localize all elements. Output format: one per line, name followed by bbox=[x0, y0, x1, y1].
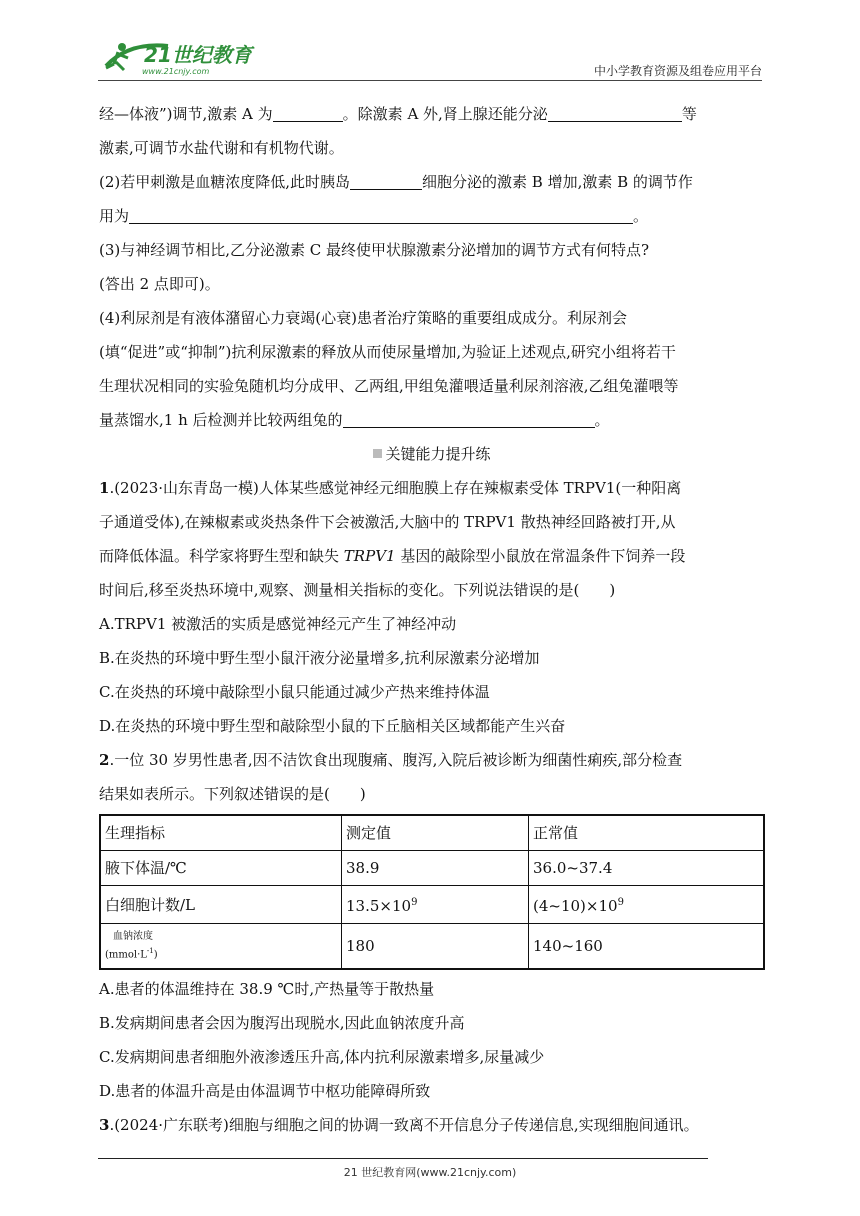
option-c[interactable]: C.发病期间患者细胞外液渗透压升高,体内抗利尿激素增多,尿量减少 bbox=[99, 1048, 545, 1066]
option-b[interactable]: B.在炎热的环境中野生型小鼠汗液分泌量增多,抗利尿激素分泌增加 bbox=[99, 649, 540, 667]
table-header-row bbox=[100, 815, 764, 851]
question-3-line: 3.(2024·广东联考)细胞与细胞之间的协调一致离不开信息分子传递信息,实现细胞间通讯。 bbox=[99, 1116, 699, 1134]
text-line: 量蒸馏水,1 h 后检测并比较两组兔的 。 bbox=[99, 403, 765, 437]
text-line: (4)利尿剂是有液体潴留心力衰竭(心衰)患者治疗策略的重要组成成分。利尿剂会 bbox=[99, 309, 627, 327]
text-line: (3)与神经调节相比,乙分泌激素 C 最终使甲状腺激素分泌增加的调节方式有何特点? bbox=[99, 241, 650, 259]
option-b[interactable]: B.发病期间患者会因为腹泻出现脱水,因此血钠浓度升高 bbox=[99, 1014, 465, 1032]
table-cell: 腋下体温/℃ bbox=[100, 851, 342, 886]
page-header bbox=[98, 36, 762, 82]
answer-blank[interactable] bbox=[350, 169, 422, 190]
table-cell: 38.9 bbox=[342, 851, 529, 886]
table-cell: 140~160 bbox=[529, 924, 765, 970]
question-1-line: 时间后,移至炎热环境中,观察、测量相关指标的变化。下列说法错误的是( ) bbox=[99, 581, 616, 599]
footer-divider bbox=[98, 1158, 708, 1159]
document-body bbox=[99, 97, 765, 1142]
option-a[interactable]: A.TRPV1 被激活的实质是感觉神经元产生了神经冲动 bbox=[99, 615, 457, 633]
answer-blank[interactable] bbox=[548, 101, 682, 122]
table-cell: 36.0~37.4 bbox=[529, 851, 765, 886]
page-footer: 21 世纪教育网(www.21cnjy.com) bbox=[343, 1166, 517, 1179]
question-2-line: 2.一位 30 岁男性患者,因不洁饮食出现腹痛、腹泻,入院后被诊断为细菌性痢疾,部分检查 bbox=[99, 751, 683, 769]
text-line: (填“促进”或“抑制”)抗利尿激素的释放从而使尿量增加,为验证上述观点,研究小组将若干 bbox=[99, 343, 676, 361]
option-c[interactable]: C.在炎热的环境中敲除型小鼠只能通过减少产热来维持体温 bbox=[99, 683, 490, 701]
table-row bbox=[100, 886, 764, 924]
question-1-line: 而降低体温。科学家将野生型和缺失 TRPV1 基因的敲除型小鼠放在常温条件下饲养一段 bbox=[99, 547, 686, 565]
table-row bbox=[100, 924, 764, 970]
section-marker-icon bbox=[373, 449, 382, 458]
table-cell: 白细胞计数/L bbox=[100, 886, 342, 924]
table-header-cell: 生理指标 bbox=[100, 815, 342, 851]
table-row bbox=[100, 851, 764, 886]
text-line: 生理状况相同的实验兔随机均分成甲、乙两组,甲组兔灌喂适量利尿剂溶液,乙组兔灌喂等 bbox=[99, 377, 679, 395]
21cnjy-logo bbox=[98, 36, 258, 78]
answer-blank[interactable] bbox=[273, 101, 343, 122]
exam-table bbox=[99, 814, 765, 970]
text-line: 经—体液”)调节,激素 A 为 。除激素 A 外,肾上腺还能分泌 等 bbox=[99, 97, 765, 131]
platform-name: 中小学教育资源及组卷应用平台 bbox=[593, 64, 762, 78]
text-line: (2)若甲刺激是血糖浓度降低,此时胰岛 细胞分泌的激素 B 增加,激素 B 的调节作 bbox=[99, 165, 765, 199]
header-divider bbox=[98, 80, 762, 81]
question-1-line: 1.(2023·山东青岛一模)人体某些感觉神经元细胞膜上存在辣椒素受体 TRPV1(一种阳离 bbox=[99, 479, 682, 497]
text-line: (答出 2 点即可)。 bbox=[99, 275, 220, 293]
svg-text:www.21cnjy.com: www.21cnjy.com bbox=[142, 67, 210, 76]
text-line: 激素,可调节水盐代谢和有机物代谢。 bbox=[99, 139, 344, 157]
table-cell: $13.5\times 10^9$ bbox=[342, 886, 529, 924]
question-1-line: 子通道受体),在辣椒素或炎热条件下会被激活,大脑中的 TRPV1 散热神经回路被打开,从 bbox=[99, 513, 676, 531]
table-header-cell: 测定值 bbox=[342, 815, 529, 851]
section-title: 关键能力提升练 bbox=[99, 437, 765, 471]
option-d[interactable]: D.在炎热的环境中野生型和敲除型小鼠的下丘脑相关区域都能产生兴奋 bbox=[99, 717, 566, 735]
text-line: 用为 。 bbox=[99, 199, 765, 233]
option-a[interactable]: A.患者的体温维持在 38.9 ℃时,产热量等于散热量 bbox=[99, 980, 435, 998]
option-d[interactable]: D.患者的体温升高是由体温调节中枢功能障碍所致 bbox=[99, 1082, 431, 1100]
svg-text:21世纪教育: 21世纪教育 bbox=[144, 43, 252, 67]
table-cell: 180 bbox=[342, 924, 529, 970]
table-cell: $(4\sim 10)\times 10^9$ bbox=[529, 886, 765, 924]
table-header-cell: 正常值 bbox=[529, 815, 765, 851]
answer-blank[interactable] bbox=[129, 203, 633, 224]
table-cell: 血钠浓度 $(mmol\cdot L^{-1})$ bbox=[100, 924, 342, 970]
answer-blank[interactable] bbox=[343, 407, 595, 428]
question-2-line: 结果如表所示。下列叙述错误的是( ) bbox=[99, 785, 366, 803]
